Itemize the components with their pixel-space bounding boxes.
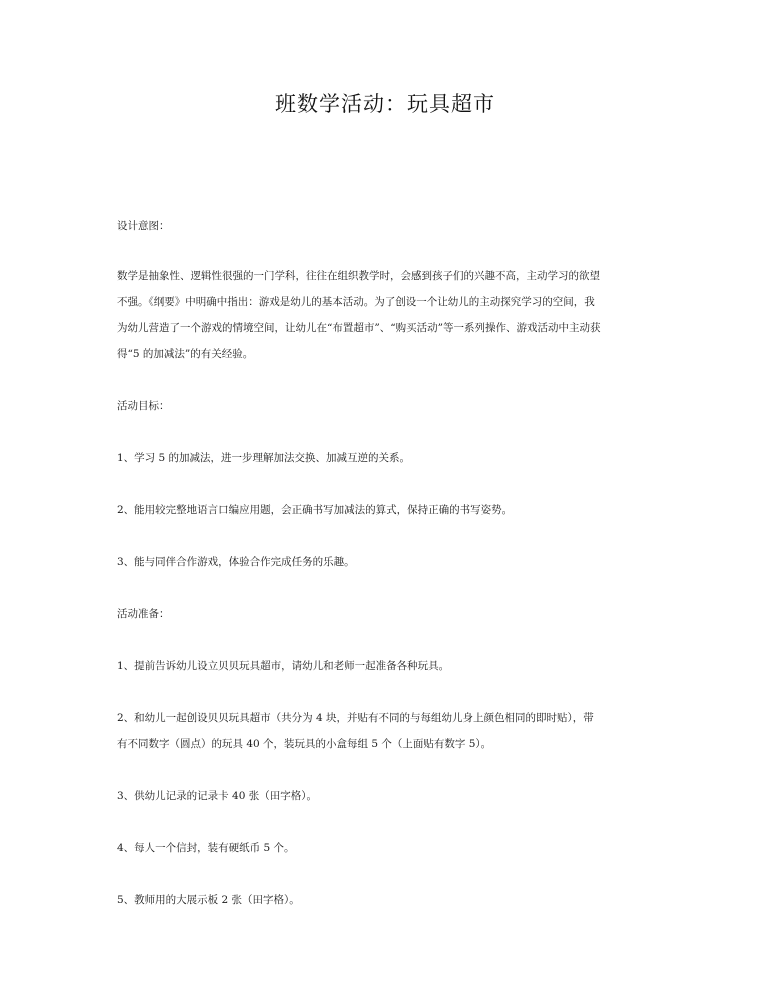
document-title: 班数学活动：玩具超市 xyxy=(275,92,495,116)
prep-item-2-line-2: 有不同数字（圆点）的玩具 40 个，装玩具的小盒每组 5 个（上面贴有数字 5）。 xyxy=(117,738,492,750)
prep-item-3: 3、供幼儿记录的记录卡 40 张（田字格）。 xyxy=(117,790,317,802)
design-intent-line-1: 数学是抽象性、逻辑性很强的一门学科，往往在组织教学时，会感到孩子们的兴趣不高，主动学习的欲望 xyxy=(117,270,600,282)
design-intent-line-2: 不强。《纲要》中明确中指出：游戏是幼儿的基本活动。为了创设一个让幼儿的主动探究学习的空间，我 xyxy=(117,296,595,308)
goal-item-2: 2、能用较完整地语言口编应用题，会正确书写加减法的算式，保持正确的书写姿势。 xyxy=(117,504,513,516)
design-intent-heading: 设计意图： xyxy=(117,220,170,232)
goal-item-1: 1、学习 5 的加减法，进一步理解加法交换、加减互逆的关系。 xyxy=(117,452,411,464)
prep-item-4: 4、每人一个信封，装有硬纸币 5 个。 xyxy=(117,842,295,854)
goal-item-3: 3、能与同伴合作游戏，体验合作完成任务的乐趣。 xyxy=(117,556,355,568)
prep-item-2-line-1: 2、和幼儿一起创设贝贝玩具超市（共分为 4 块，并贴有不同的与每组幼儿身上颜色相同的即时贴），带 xyxy=(117,712,594,724)
design-intent-line-3: 为幼儿营造了一个游戏的情境空间，让幼儿在“布置超市”、“购买活动”等一系列操作、游戏活动中主动获 xyxy=(117,322,601,334)
prep-heading: 活动准备： xyxy=(117,608,170,620)
prep-item-5: 5、教师用的大展示板 2 张（田字格）。 xyxy=(117,894,300,906)
goals-heading: 活动目标： xyxy=(117,400,170,412)
design-intent-line-4: 得“5 的加减法”的有关经验。 xyxy=(117,348,254,360)
prep-item-1: 1、提前告诉幼儿设立贝贝玩具超市，请幼儿和老师一起准备各种玩具。 xyxy=(117,660,450,672)
